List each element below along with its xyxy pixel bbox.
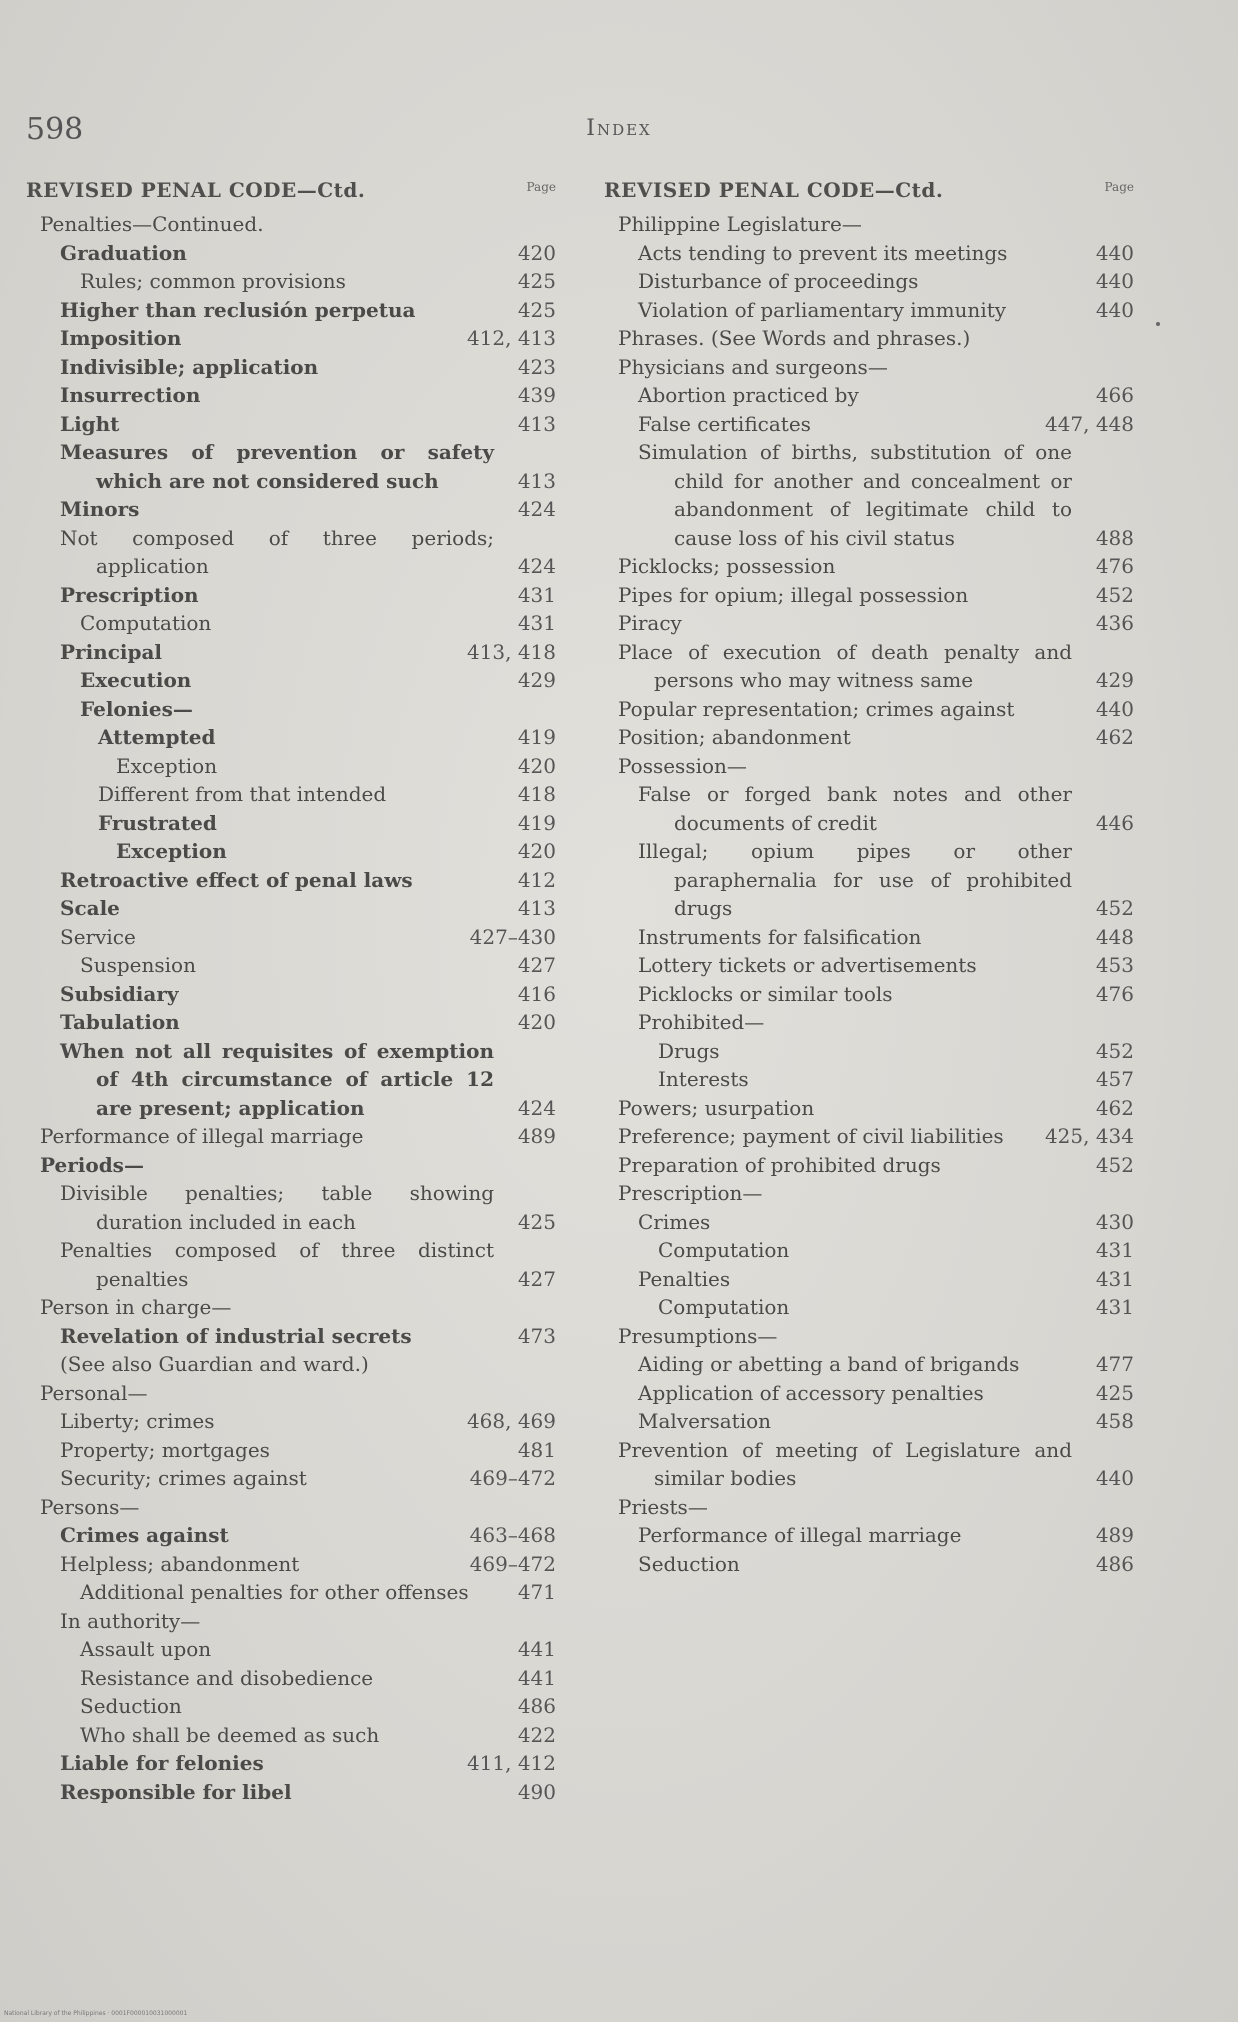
index-entry: [26, 638, 556, 667]
index-entry-page: 489: [517, 1124, 556, 1148]
index-entry-text: Pipes for opium; illegal possession: [618, 582, 969, 607]
index-entry-page: 425, 434: [1044, 1124, 1134, 1148]
index-entry-text: Malversation: [638, 1409, 772, 1433]
index-entry: [604, 780, 1134, 837]
index-entry-text: Attempted: [98, 725, 216, 749]
index-entry-text: Seduction: [638, 1551, 740, 1576]
index-entry: [604, 752, 1134, 781]
index-entry: [26, 723, 556, 752]
index-entry-text: Crimes against: [60, 1523, 229, 1547]
index-entry-page: 431: [1095, 1295, 1134, 1319]
index-entry-page: 425: [517, 297, 556, 322]
index-entry-page: 412, 413: [466, 326, 556, 350]
index-entry: [604, 1550, 1134, 1579]
index-entry-text: Popular representation; crimes against: [618, 696, 1015, 721]
index-entry-page: 425: [517, 269, 556, 293]
index-entry: [26, 524, 556, 581]
index-entry: [604, 1322, 1134, 1351]
index-entry-text: Penalties composed of three distinct penalties: [60, 1238, 494, 1291]
index-entry: [604, 638, 1134, 695]
index-entry-text: Execution: [80, 668, 192, 692]
index-entry-text: Exception: [116, 839, 227, 863]
index-entry-text: Indivisible; application: [60, 354, 319, 379]
index-entry-text: Performance of illegal marriage: [40, 1124, 364, 1148]
index-entry: [604, 581, 1134, 610]
index-entry-text: Prohibited—: [638, 1010, 765, 1034]
index-entry: [26, 666, 556, 695]
index-entry-page: 486: [517, 1694, 556, 1718]
index-entry: [26, 866, 556, 895]
index-entry-page: 440: [1095, 1466, 1134, 1490]
index-entry: [604, 1379, 1134, 1408]
index-entry-page: 429: [517, 668, 556, 692]
index-entry: [26, 410, 556, 439]
index-entry-page: 420: [517, 753, 556, 778]
index-entry-page: 441: [517, 1637, 556, 1661]
index-entry-page: 427–430: [469, 924, 556, 949]
index-entry-text: Additional penalties for other offenses: [80, 1580, 469, 1604]
index-entry-page: 413: [517, 896, 556, 920]
index-entry-page: 476: [1095, 554, 1134, 578]
index-entry-page: 462: [1095, 725, 1134, 749]
index-entry-text: Drugs: [658, 1038, 720, 1063]
index-entry-page: 466: [1095, 383, 1134, 407]
index-entry-text: Higher than reclusión perpetua: [60, 297, 416, 322]
index-entry-text: Powers; usurpation: [618, 1095, 815, 1120]
index-entry: [26, 1607, 556, 1636]
index-entry: [604, 609, 1134, 638]
index-entry-page: 411, 412: [466, 1751, 556, 1775]
index-entry-page: 419: [517, 725, 556, 749]
index-entry-page: 440: [1095, 297, 1134, 322]
index-entry: [604, 1179, 1134, 1208]
index-entry-page: 431: [1095, 1238, 1134, 1262]
index-entry-text: Minors: [60, 497, 140, 521]
index-entry-text: Simulation of births, substitution of one child for another and concealment or abandonment of legitimate child to cause loss of his civil status: [638, 440, 1072, 550]
index-entry-page: 448: [1095, 924, 1134, 949]
index-entry: [26, 980, 556, 1009]
index-entry-page: 468, 469: [466, 1409, 556, 1433]
index-entry-text: In authority—: [60, 1608, 201, 1633]
index-entry: [604, 1094, 1134, 1123]
index-entry: [604, 1407, 1134, 1436]
right-entries: [604, 210, 1134, 1578]
index-entry-text: Illegal; opium pipes or other paraphernalia for use of prohibited drugs: [638, 839, 1072, 920]
index-entry: [26, 1550, 556, 1579]
index-entry-page: 425: [517, 1209, 556, 1234]
index-entry-page: 476: [1095, 981, 1134, 1006]
index-entry: [26, 837, 556, 866]
index-entry: [26, 752, 556, 781]
index-entry: [26, 239, 556, 268]
index-entry: [26, 1236, 556, 1293]
index-entry-text: Priests—: [618, 1494, 708, 1519]
page-number: 598: [26, 112, 84, 147]
index-entry: [26, 1664, 556, 1693]
index-entry: [604, 410, 1134, 439]
index-entry-text: Suspension: [80, 953, 196, 977]
index-entry-page: 427: [517, 1266, 556, 1291]
index-entry: [604, 723, 1134, 752]
index-entry-page: 462: [1095, 1095, 1134, 1120]
index-entry: [26, 1578, 556, 1607]
index-entry-page: 431: [517, 611, 556, 635]
index-entry: [604, 1037, 1134, 1066]
index-entry-text: Preference; payment of civil liabilities: [618, 1124, 1004, 1148]
index-entry-page: 413, 418: [466, 639, 556, 664]
index-entry-text: Divisible penalties; table showing duration included in each: [60, 1181, 494, 1234]
index-entry: [604, 438, 1134, 552]
index-entry: [604, 1151, 1134, 1180]
index-entry-text: Picklocks; possession: [618, 554, 836, 578]
index-entry-text: Prescription—: [618, 1181, 763, 1205]
index-entry-page: 424: [517, 497, 556, 521]
index-entry: [26, 1407, 556, 1436]
index-entry: [604, 210, 1134, 239]
index-entry-text: Lottery tickets or advertisements: [638, 953, 977, 977]
index-entry-text: (See also Guardian and ward.): [60, 1352, 369, 1376]
index-entry-text: Retroactive effect of penal laws: [60, 867, 413, 892]
index-entry: [26, 381, 556, 410]
index-entry: [604, 1236, 1134, 1265]
index-entry: [604, 923, 1134, 952]
index-entry-text: Aiding or abetting a band of brigands: [638, 1352, 1020, 1376]
index-entry-text: Place of execution of death penalty and persons who may witness same: [618, 639, 1072, 692]
index-entry-text: Persons—: [40, 1494, 140, 1519]
index-entry-text: Frustrated: [98, 810, 217, 835]
index-entry-text: Disturbance of proceedings: [638, 269, 919, 293]
index-entry-text: Abortion practiced by: [638, 383, 859, 407]
index-entry: [26, 609, 556, 638]
index-entry-text: Computation: [80, 611, 212, 635]
index-entry-text: Prevention of meeting of Legislature and similar bodies: [618, 1437, 1072, 1490]
index-entry: [26, 1379, 556, 1408]
index-entry: [26, 1151, 556, 1180]
index-entry-page: 412: [517, 867, 556, 892]
index-entry-text: Personal—: [40, 1380, 148, 1405]
index-entry-text: Periods—: [40, 1152, 144, 1177]
index-entry-page: 473: [517, 1323, 556, 1348]
index-entry-text: Penalties: [638, 1266, 731, 1291]
index-entry-page: 430: [1095, 1209, 1134, 1234]
running-head: Index: [586, 116, 652, 141]
index-entry-text: Philippine Legislature—: [618, 212, 862, 236]
index-entry-page: 452: [1095, 1152, 1134, 1177]
index-entry: [26, 1436, 556, 1465]
index-entry: [26, 296, 556, 325]
index-entry-text: Preparation of prohibited drugs: [618, 1152, 941, 1177]
scan-footer: National Library of the Philippines · 0001F000010031000001: [4, 2010, 188, 2017]
index-entry-page: 452: [1095, 582, 1134, 607]
index-entry-page: 458: [1095, 1409, 1134, 1433]
index-entry-text: Liberty; crimes: [60, 1409, 215, 1433]
index-entry: [604, 1436, 1134, 1493]
index-entry: [604, 951, 1134, 980]
index-entry-text: Property; mortgages: [60, 1437, 270, 1462]
index-entry-text: Phrases. (See Words and phrases.): [618, 326, 971, 350]
index-entry: [604, 980, 1134, 1009]
index-entry: [26, 353, 556, 382]
index-entry-text: Penalties—Continued.: [40, 212, 264, 236]
index-entry: [604, 1265, 1134, 1294]
right-column-heading: [604, 178, 1134, 208]
index-entry-page: 427: [517, 953, 556, 977]
left-entries: [26, 210, 556, 1806]
index-entry-page: 418: [517, 782, 556, 806]
index-entry: [26, 1778, 556, 1807]
index-entry-page: 424: [517, 1095, 556, 1120]
index-entry-page: 490: [517, 1779, 556, 1804]
index-entry-text: Responsible for libel: [60, 1779, 292, 1804]
index-entry: [26, 923, 556, 952]
index-entry: [604, 1350, 1134, 1379]
index-entry-page: 440: [1095, 240, 1134, 265]
index-entry: [26, 1692, 556, 1721]
index-entry-page: 440: [1095, 696, 1134, 721]
index-entry-text: Exception: [116, 753, 218, 778]
index-entry-page: 413: [517, 411, 556, 436]
index-entry-text: Performance of illegal marriage: [638, 1523, 962, 1547]
index-entry: [26, 324, 556, 353]
index-entry-page: 489: [1095, 1523, 1134, 1547]
index-entry: [604, 1122, 1134, 1151]
index-entry-text: Crimes: [638, 1209, 711, 1234]
index-entry-page: 424: [517, 554, 556, 578]
index-entry-page: 436: [1095, 611, 1134, 635]
index-entry-text: Possession—: [618, 753, 747, 778]
index-entry-text: Helpless; abandonment: [60, 1551, 300, 1576]
index-entry-text: Interests: [658, 1067, 749, 1091]
index-entry: [26, 780, 556, 809]
index-entry-text: Service: [60, 924, 136, 949]
index-entry: [604, 1493, 1134, 1522]
index-entry-text: Picklocks or similar tools: [638, 981, 893, 1006]
index-entry-text: Felonies—: [80, 696, 193, 721]
index-entry-text: Principal: [60, 639, 163, 664]
index-entry-page: 431: [517, 582, 556, 607]
index-entry-page: 446: [1095, 810, 1134, 835]
index-entry-page: 488: [1095, 525, 1134, 550]
index-entry: [26, 1122, 556, 1151]
ink-speck: [1156, 322, 1160, 326]
index-entry-text: Seduction: [80, 1694, 182, 1718]
index-entry-page: 481: [517, 1437, 556, 1462]
index-entry: [26, 1350, 556, 1379]
index-entry-text: Light: [60, 411, 120, 436]
index-entry-page: 471: [517, 1580, 556, 1604]
index-entry: [26, 809, 556, 838]
index-entry: [26, 267, 556, 296]
index-entry: [26, 1493, 556, 1522]
index-entry: [26, 495, 556, 524]
index-entry: [604, 1065, 1134, 1094]
index-entry-text: Different from that intended: [98, 782, 387, 806]
index-entry-page: 422: [517, 1722, 556, 1747]
index-entry-text: Revelation of industrial secrets: [60, 1323, 412, 1348]
index-entry: [26, 1635, 556, 1664]
index-entry-text: Graduation: [60, 240, 187, 265]
index-entry-page: 439: [517, 383, 556, 407]
index-entry: [604, 324, 1134, 353]
index-entry: [604, 381, 1134, 410]
index-entry-page: 463–468: [469, 1523, 556, 1547]
left-column: [26, 178, 556, 1806]
index-entry-text: Liable for felonies: [60, 1751, 264, 1775]
index-entry-page: 431: [1095, 1266, 1134, 1291]
index-entry: [604, 837, 1134, 923]
index-entry-page: 452: [1095, 896, 1134, 920]
index-entry: [26, 894, 556, 923]
index-entry-text: Computation: [658, 1238, 790, 1262]
index-entry: [26, 1008, 556, 1037]
right-page-label: Page: [1104, 180, 1134, 194]
index-entry: [604, 353, 1134, 382]
index-entry-text: Instruments for falsification: [638, 924, 922, 949]
index-entry-text: Application of accessory penalties: [638, 1380, 984, 1405]
index-entry: [604, 1008, 1134, 1037]
index-entry: [26, 1322, 556, 1351]
index-entry: [26, 1721, 556, 1750]
right-heading-title: REVISED PENAL CODE—Ctd.: [604, 178, 944, 202]
index-entry-page: 447, 448: [1044, 411, 1134, 436]
index-entry: [26, 1037, 556, 1123]
index-entry: [604, 296, 1134, 325]
index-entry-text: Computation: [658, 1295, 790, 1319]
index-entry: [604, 552, 1134, 581]
index-entry: [26, 210, 556, 239]
index-entry-page: 453: [1095, 953, 1134, 977]
index-entry-page: 416: [517, 981, 556, 1006]
index-entry-text: Subsidiary: [60, 981, 179, 1006]
index-entry: [26, 1521, 556, 1550]
index-entry: [604, 695, 1134, 724]
index-entry: [604, 1293, 1134, 1322]
index-entry-page: 457: [1095, 1067, 1134, 1091]
index-entry-text: Not composed of three periods; application: [60, 525, 494, 578]
index-entry-page: 486: [1095, 1551, 1134, 1576]
index-entry-page: 469–472: [469, 1466, 556, 1490]
left-heading-title: REVISED PENAL CODE—Ctd.: [26, 178, 366, 202]
left-column-heading: [26, 178, 556, 208]
index-entry-text: False certificates: [638, 411, 811, 436]
index-entry: [26, 1464, 556, 1493]
index-entry-text: Presumptions—: [618, 1323, 778, 1348]
index-entry-text: Resistance and disobedience: [80, 1665, 374, 1690]
index-entry-text: Who shall be deemed as such: [80, 1722, 380, 1747]
index-entry-page: 469–472: [469, 1551, 556, 1576]
index-entry: [26, 1749, 556, 1778]
right-column: [604, 178, 1134, 1578]
index-entry-text: Scale: [60, 896, 120, 920]
index-entry: [26, 438, 556, 495]
index-entry-text: When not all requisites of exemption of 4th circumstance of article 12 are present; application: [60, 1038, 494, 1120]
index-entry-text: Violation of parliamentary immunity: [638, 297, 1007, 322]
index-entry-text: Piracy: [618, 611, 682, 635]
index-entry-page: 420: [517, 839, 556, 863]
index-entry-page: 440: [1095, 269, 1134, 293]
index-entry-page: 477: [1095, 1352, 1134, 1376]
index-entry-text: Physicians and surgeons—: [618, 354, 888, 379]
index-entry-page: 441: [517, 1665, 556, 1690]
index-entry-page: 423: [517, 354, 556, 379]
index-entry-text: Assault upon: [80, 1637, 212, 1661]
index-entry: [26, 1293, 556, 1322]
index-entry-text: Imposition: [60, 326, 182, 350]
index-entry: [604, 1521, 1134, 1550]
index-entry-page: 420: [517, 240, 556, 265]
index-entry-page: 413: [517, 468, 556, 493]
index-entry: [26, 1179, 556, 1236]
index-entry: [604, 267, 1134, 296]
index-entry-text: Acts tending to prevent its meetings: [638, 240, 1008, 265]
index-entry-page: 425: [1095, 1380, 1134, 1405]
index-entry: [604, 1208, 1134, 1237]
left-page-label: Page: [526, 180, 556, 194]
index-entry-text: Prescription: [60, 582, 199, 607]
index-entry-text: Security; crimes against: [60, 1466, 307, 1490]
index-entry: [26, 951, 556, 980]
index-entry-page: 420: [517, 1010, 556, 1034]
index-entry-text: Measures of prevention or safety which are not considered such: [60, 440, 494, 493]
index-entry-page: 419: [517, 810, 556, 835]
index-entry-text: False or forged bank notes and other documents of credit: [638, 782, 1072, 835]
index-entry: [26, 695, 556, 724]
index-entry-text: Rules; common provisions: [80, 269, 346, 293]
index-entry: [604, 239, 1134, 268]
index-entry-page: 429: [1095, 668, 1134, 692]
index-entry-page: 452: [1095, 1038, 1134, 1063]
index-entry-text: Position; abandonment: [618, 725, 851, 749]
index-entry-text: Person in charge—: [40, 1295, 232, 1319]
index-entry-text: Insurrection: [60, 383, 201, 407]
index-entry: [26, 581, 556, 610]
index-entry-text: Tabulation: [60, 1010, 180, 1034]
